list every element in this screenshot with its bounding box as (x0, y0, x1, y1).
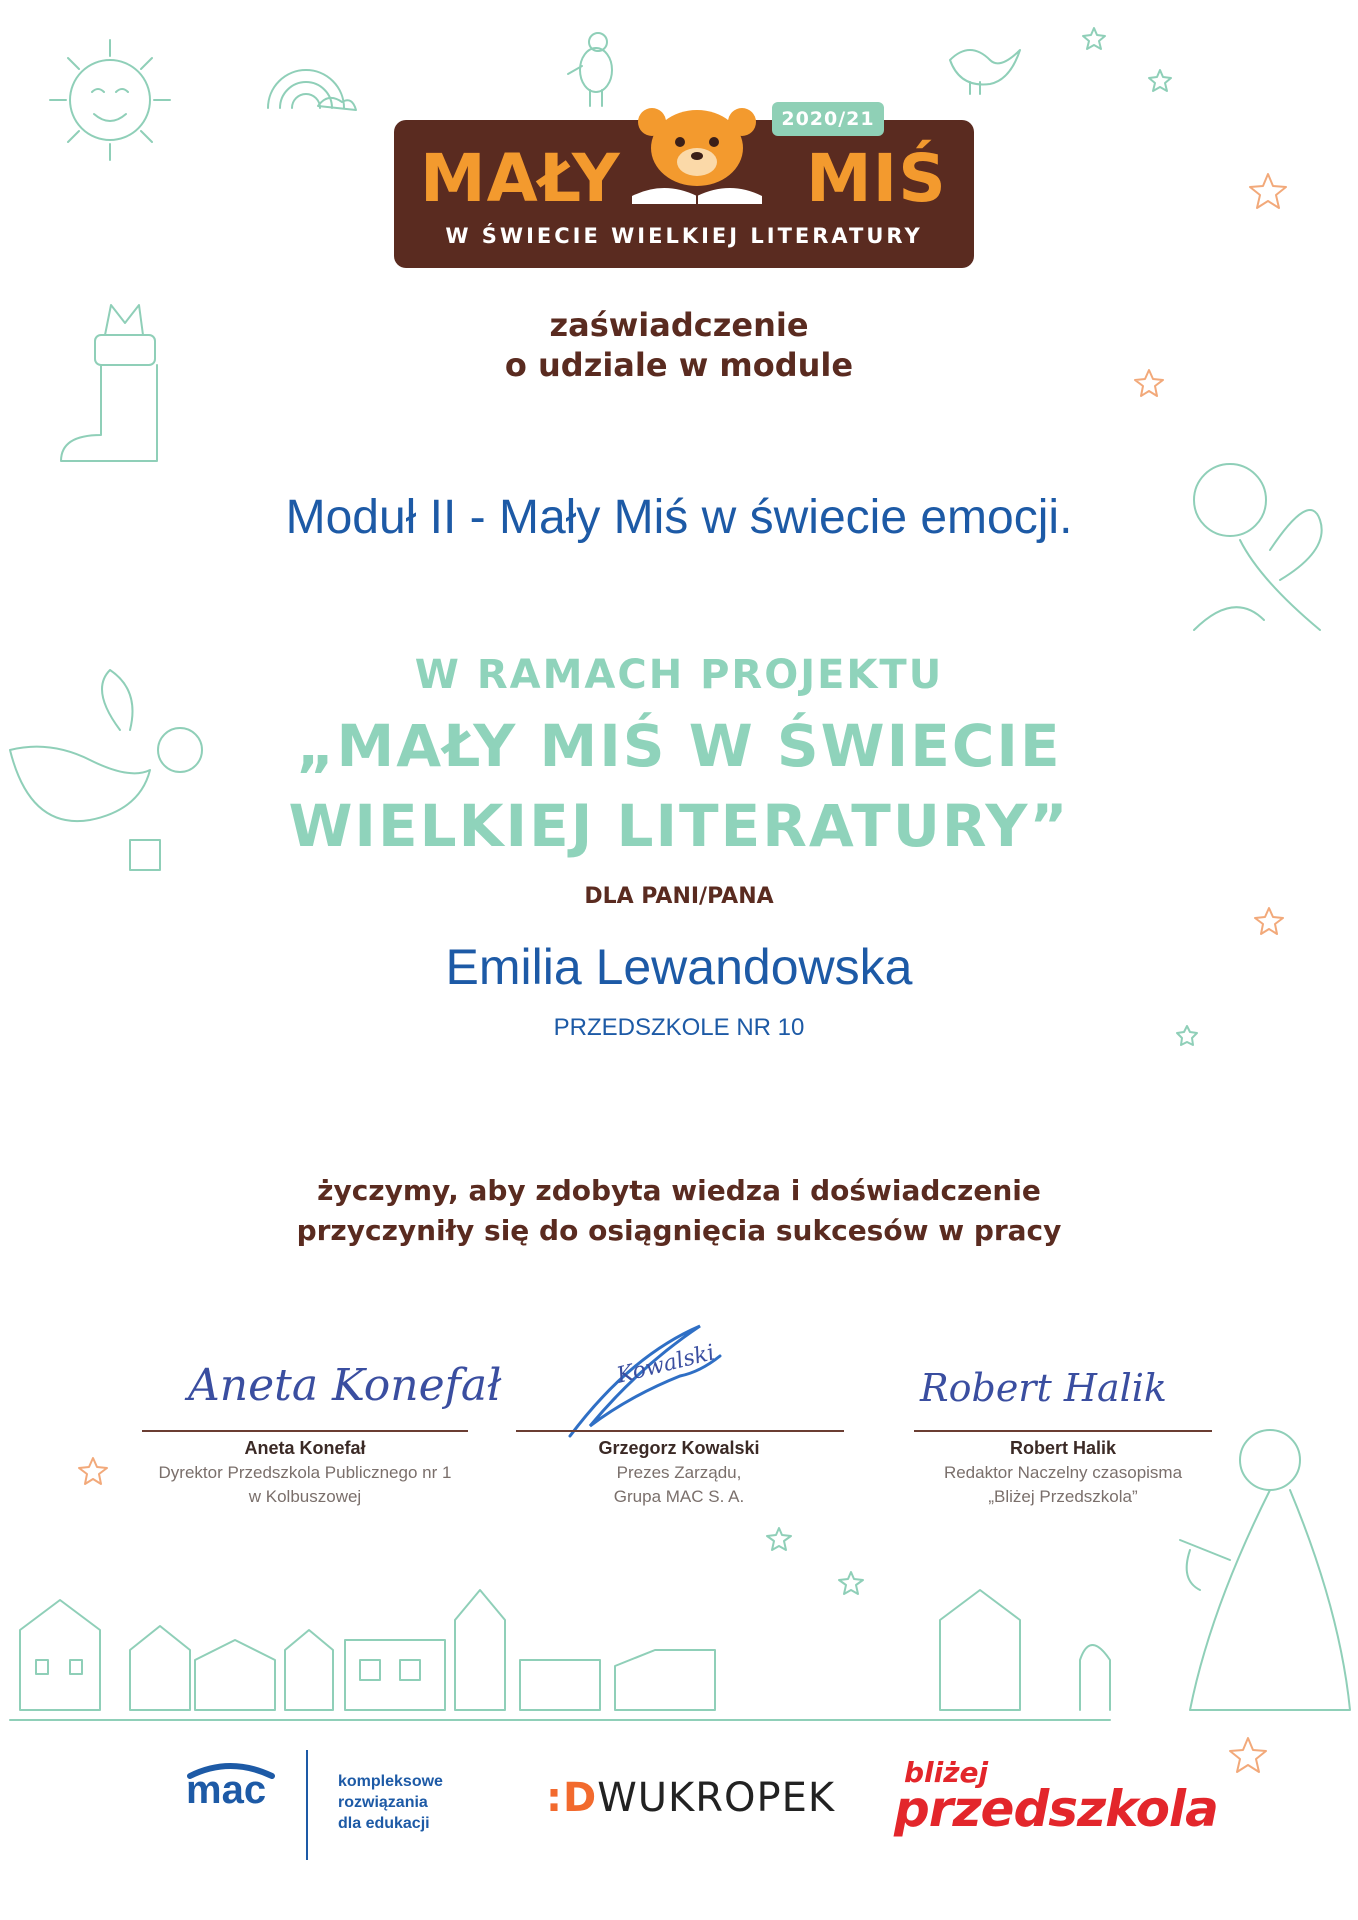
signer-title: Prezes Zarządu, (616, 1463, 742, 1482)
project-title-line2: WIELKIEJ LITERATURY” (288, 792, 1070, 860)
signature-line (142, 1430, 468, 1432)
signature-line (914, 1430, 1212, 1432)
project-intro: W RAMACH PROJEKTU (414, 652, 944, 698)
for-label: DLA PANI/PANA (584, 884, 774, 909)
signature-scribble (560, 1316, 750, 1446)
project-title-line1: „MAŁY MIŚ W ŚWIECIE (296, 712, 1062, 780)
star-icon (766, 1526, 792, 1552)
mac-tagline-line: rozwiązania (338, 1793, 428, 1811)
star-icon (1148, 68, 1172, 92)
mac-tagline (338, 1772, 443, 1834)
signer-title: Redaktor Naczelny czasopisma (943, 1463, 1183, 1482)
logo-year-badge: 2020/21 (772, 102, 884, 136)
sun-doodle (40, 30, 180, 170)
mac-divider (306, 1750, 308, 1860)
star-icon (1082, 26, 1106, 50)
mac-tagline-line: kompleksowe (338, 1773, 443, 1790)
star-icon (838, 1570, 864, 1596)
signer-name: Grzegorz Kowalski (598, 1438, 760, 1458)
logo-word-right: MIŚ (806, 140, 947, 217)
signer-title-line2: w Kolbuszowej (248, 1487, 362, 1506)
bird-doodle-right (940, 30, 1030, 100)
star-icon (1254, 906, 1284, 936)
houses-doodle (0, 1560, 1358, 1730)
signature-script: Robert Halik (920, 1366, 1167, 1410)
wish-line1: życzymy, aby zdobyta wiedza i doświadczenie (317, 1174, 1041, 1207)
star-icon (1228, 1736, 1268, 1776)
rainbow-doodle (258, 48, 358, 118)
dwukropek-logo (546, 1775, 835, 1821)
signer-name: Robert Halik (1009, 1438, 1117, 1458)
certificate-heading-line1: zaświadczenie (549, 306, 809, 344)
signer-title-line2: „Bliżej Przedszkola” (988, 1487, 1138, 1506)
signer-title: Dyrektor Przedszkola Publicznego nr 1 (158, 1463, 452, 1482)
mac-tagline-line: dla edukacji (338, 1814, 430, 1832)
signature-script: Aneta Konefał (188, 1360, 502, 1411)
blizej-logo-small: bliżej (904, 1756, 989, 1789)
signature-script: Kowalski (614, 1340, 718, 1389)
star-icon (78, 1456, 108, 1486)
logo-subtitle: W ŚWIECIE WIELKIEJ LITERATURY (445, 224, 923, 248)
signature-line (516, 1430, 844, 1432)
blizej-logo-big: przedszkola (894, 1780, 1218, 1838)
signer-title-line2: Grupa MAC S. A. (613, 1487, 745, 1506)
dwukropek-word: WUKROPEK (597, 1775, 836, 1821)
certificate-heading-line2: o udziale w module (504, 346, 854, 384)
bird-doodle (560, 20, 630, 110)
dwukropek-mark: :D (546, 1775, 598, 1821)
institution-name: PRZEDSZKOLE NR 10 (553, 1014, 805, 1041)
bear-reading-icon (622, 100, 772, 210)
module-title: Moduł II - Mały Miś w świecie emocji. (285, 491, 1073, 544)
recipient-name: Emilia Lewandowska (445, 939, 913, 995)
logo-word-left: MAŁY (420, 140, 621, 217)
mac-logo: mac (186, 1768, 267, 1812)
wish-line2: przyczyniły się do osiągnięcia sukcesów w pracy (296, 1214, 1062, 1247)
signer-name: Aneta Konefał (244, 1438, 366, 1458)
star-icon (1248, 172, 1288, 212)
